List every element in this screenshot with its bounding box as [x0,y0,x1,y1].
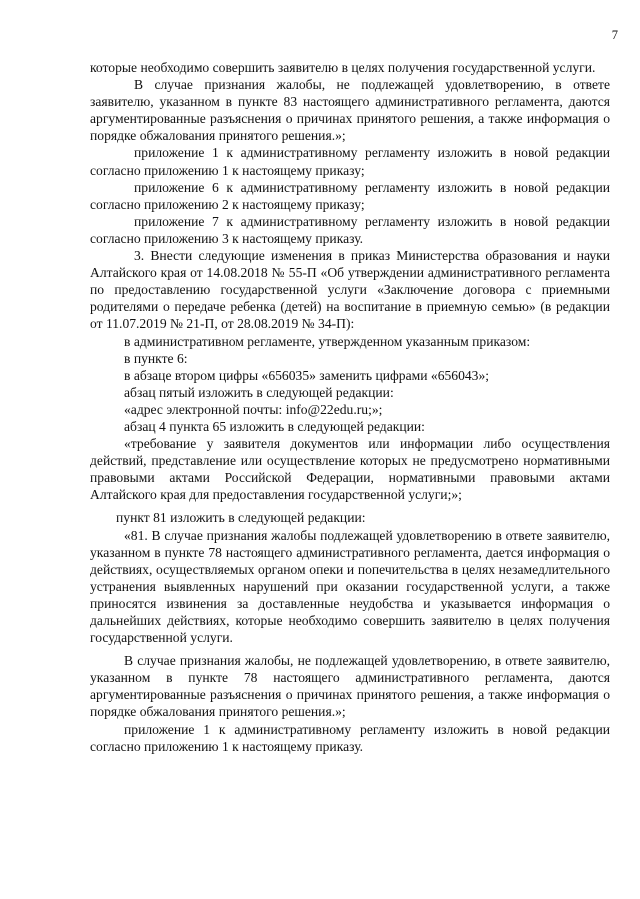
paragraph: 3. Внести следующие изменения в приказ Министерства образования и науки Алтайского края от 14.08.2018 № 55-П «Об утверждении административного регламента по предоставлению государственной услуги «Заключение договора с приемными родителями о передаче ребенка (детей) на воспитание в приемную семью» (в редакции от 11.07.2019 № 21-П, от 28.08.2019 № 34-П): [90,248,610,332]
paragraph: в пункте 6: [124,350,188,366]
document-body [90,59,610,755]
paragraph: пункт 81 изложить в следующей редакции: [116,510,366,526]
paragraph: «адрес электронной почты: info@22edu.ru;»; [124,401,383,417]
paragraph: В случае признания жалобы, не подлежащей удовлетворению, в ответе заявителю, указанном в пункте 83 настоящего административного регламента, даются аргументированные разъяснения о причинах принятого решения, а также информация о порядке обжалования принятого решения.»; [90,77,610,144]
paragraph: приложение 1 к административному регламенту изложить в новой редакции согласно приложению 1 к настоящему приказу. [90,721,610,754]
paragraph: приложение 7 к административному регламенту изложить в новой редакции согласно приложению 3 к настоящему приказу. [90,213,610,246]
paragraph: приложение 1 к административному регламенту изложить в новой редакции согласно приложению 1 к настоящему приказу; [90,145,610,178]
paragraph: в абзаце втором цифры «656035» заменить цифрами «656043»; [124,367,490,383]
paragraph: «81. В случае признания жалобы подлежащей удовлетворению в ответе заявителю, указанном в пункте 78 настоящего административного регламента, дается информация о действиях, осуществляемых органом опеки и попечительства в целях незамедлительного устранения выявленных нарушений при оказании государственной услуги, а также приносятся извинения за доставленные неудобства и указывается информация о дальнейших действиях, которые необходимо совершить заявителю в целях получения государственной услуги. [90,527,610,646]
paragraph: приложение 6 к административному регламенту изложить в новой редакции согласно приложению 2 к настоящему приказу; [90,179,610,212]
paragraph: в административном регламенте, утвержденном указанным приказом: [124,333,531,349]
page-number: 7 [611,28,618,42]
paragraph: абзац 4 пункта 65 изложить в следующей редакции: [124,418,425,434]
paragraph: которые необходимо совершить заявителю в целях получения государственной услуги. [90,60,596,75]
paragraph: «требование у заявителя документов или информации либо осуществления действий, представление или осуществление которых не предусмотрено нормативными правовыми актами Российской Федерации, нормативными правовыми актами Алтайского края для предоставления государственной услуги;»; [90,436,610,503]
paragraph: абзац пятый изложить в следующей редакции: [124,384,394,400]
paragraph: В случае признания жалобы, не подлежащей удовлетворению, в ответе заявителю, указанном в пункте 78 настоящего административного регламента, даются аргументированные разъяснения о причинах принятого решения, а также информация о порядке обжалования принятого решения.»; [90,653,610,720]
